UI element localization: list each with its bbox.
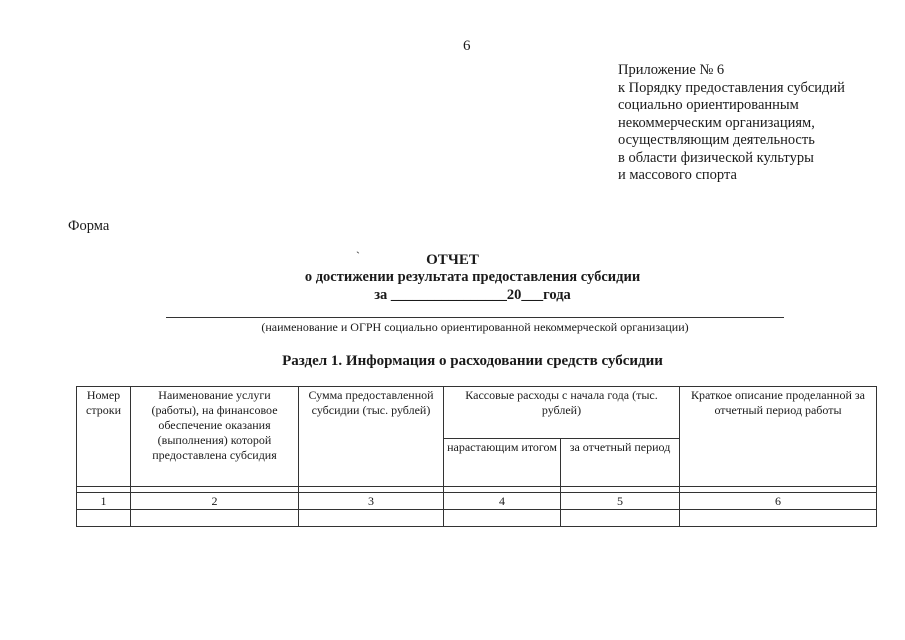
column-number: 6 [680, 493, 877, 510]
table-cell [299, 510, 444, 527]
table-row [77, 510, 877, 527]
header-row-number: Номер строки [77, 387, 131, 487]
form-label: Форма [68, 218, 110, 234]
table-cell [561, 510, 680, 527]
table-cell [77, 510, 131, 527]
header-service-name: Наименование услуги (работы), на финансовое обеспечение оказания (выполнения) которой предоставлена субсидия [131, 387, 299, 487]
column-number-row [77, 493, 877, 510]
header-cumulative: нарастающим итогом [444, 439, 561, 487]
table-cell [444, 510, 561, 527]
header-cash-expenses: Кассовые расходы с начала года (тыс. рублей) [444, 387, 680, 439]
expenses-table [76, 386, 877, 527]
report-period: за ________________20___года [374, 287, 571, 303]
header-subsidy-amount: Сумма предоставленной субсидии (тыс. рублей) [299, 387, 444, 487]
section-title: Раздел 1. Информация о расходовании средств субсидии [282, 353, 663, 369]
header-reporting-period: за отчетный период [561, 439, 680, 487]
report-subtitle: о достижении результата предоставления субсидии [304, 269, 641, 285]
header-description: Краткое описание проделанной за отчетный период работы [680, 387, 877, 487]
table-cell [680, 510, 877, 527]
organization-caption: (наименование и ОГРН социально ориентированной некоммерческой организации) [261, 320, 689, 334]
column-number: 4 [444, 493, 561, 510]
column-number: 2 [131, 493, 299, 510]
column-number: 1 [77, 493, 131, 510]
column-number: 3 [299, 493, 444, 510]
table-cell [131, 510, 299, 527]
stray-mark: ` [356, 249, 360, 263]
report-title: ОТЧЕТ [426, 252, 479, 268]
appendix-reference: Приложение № 6 к Порядку предоставления субсидий социально ориентированным некоммерческим организациям, осуществляющим деятельность в области физической культуры и массового спорта [618, 62, 845, 183]
page-number: 6 [463, 38, 471, 54]
organization-name-line [166, 317, 784, 318]
column-number: 5 [561, 493, 680, 510]
